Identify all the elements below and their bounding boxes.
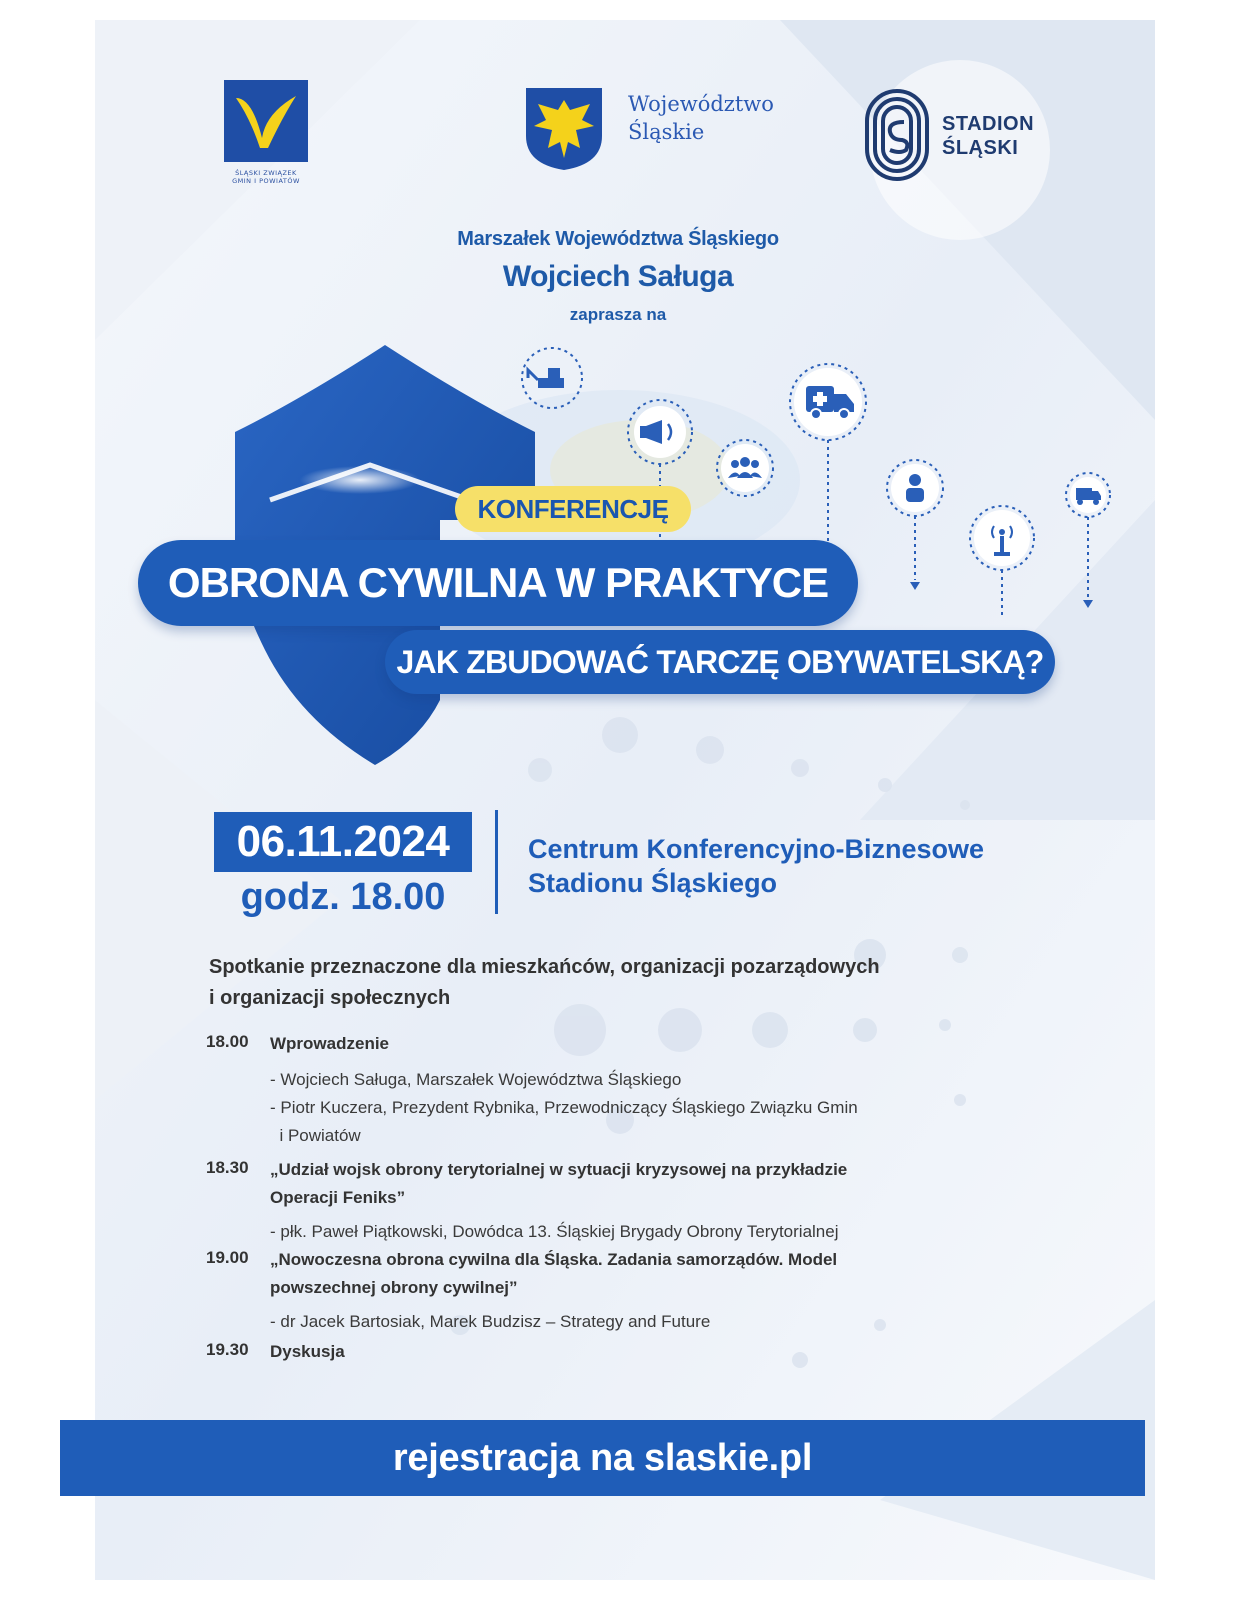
szgip-logo-line1: ŚLĄSKI ZWIĄZEK — [235, 169, 297, 177]
agenda-title: Operacji Feniks” — [270, 1188, 406, 1207]
date-venue-divider — [495, 810, 498, 914]
szgip-logo — [222, 78, 310, 188]
stadion-line2: ŚLĄSKI — [942, 137, 1019, 159]
agenda-speaker: i Powiatów — [270, 1126, 361, 1145]
excavator-icon — [528, 368, 564, 388]
eagle-crest-icon — [524, 86, 604, 172]
registration-link[interactable]: rejestracja na slaskie.pl — [392, 1437, 813, 1479]
audience-intro — [209, 952, 1029, 1014]
agenda-title: „Udział wojsk obrony terytorialnej w sytuacji kryzysowej na przykładzie — [270, 1160, 848, 1179]
event-kind: KONFERENCJĘ — [477, 494, 669, 524]
agenda-time: 19.30 — [206, 1340, 249, 1359]
agenda-title: Dyskusja — [270, 1342, 345, 1361]
venue-line2: Stadionu Śląskiego — [528, 868, 778, 898]
stadion-track-icon — [864, 88, 930, 182]
agenda-speaker: - Piotr Kuczera, Prezydent Rybnika, Przewodniczący Śląskiego Związku Gmin — [270, 1098, 858, 1117]
event-subtitle: JAK ZBUDOWAĆ TARCZĘ OBYWATELSKĄ? — [396, 644, 1044, 680]
megaphone-icon — [634, 406, 686, 458]
agenda-speaker: - dr Jacek Bartosiak, Marek Budzisz – Strategy and Future — [270, 1312, 711, 1331]
antenna-icon — [974, 510, 1030, 566]
event-date: 06.11.2024 — [236, 817, 450, 866]
agenda-title: powszechnej obrony cywilnej” — [270, 1278, 518, 1297]
intro-line2: i organizacji społecznych — [209, 987, 451, 1009]
event-title: OBRONA CYWILNA W PRAKTYCE — [167, 559, 829, 606]
szgip-logo-line2: GMIN I POWIATÓW — [232, 177, 300, 185]
agenda-time: 19.00 — [206, 1248, 249, 1267]
ambulance-icon — [794, 368, 862, 436]
wojewodztwo-logo — [524, 86, 824, 176]
agenda-speaker: - płk. Paweł Piątkowski, Dowódca 13. Śląskiej Brygady Obrony Terytorialnej — [270, 1222, 839, 1241]
venue-line1: Centrum Konferencyjno-Biznesowe — [528, 834, 985, 864]
stadion-logo — [864, 88, 1044, 184]
agenda-speaker: - Wojciech Saługa, Marszałek Województwa Śląskiego — [270, 1070, 682, 1089]
agenda-title: Wprowadzenie — [270, 1034, 390, 1053]
people-icon — [721, 444, 769, 492]
event-time: godz. 18.00 — [240, 876, 446, 918]
wojewodztwo-line1: Województwo — [628, 92, 774, 116]
agenda-time: 18.00 — [206, 1032, 249, 1051]
wojewodztwo-line2: Śląskie — [628, 120, 705, 144]
intro-line1: Spotkanie przeznaczone dla mieszkańców, organizacji pozarządowych — [209, 956, 880, 978]
truck-icon — [1070, 477, 1106, 513]
person-icon — [891, 464, 939, 512]
invitation-invites: zaprasza na — [569, 305, 667, 324]
event-venue — [528, 832, 984, 900]
stadion-line1: STADION — [942, 113, 1035, 135]
agenda-time: 18.30 — [206, 1158, 249, 1177]
invitation-host-title: Marszałek Województwa Śląskiego — [457, 228, 779, 250]
invitation-host-name: Wojciech Saługa — [502, 260, 734, 293]
bird-icon — [222, 78, 310, 164]
agenda-title: „Nowoczesna obrona cywilna dla Śląska. Zadania samorządów. Model — [270, 1250, 838, 1269]
